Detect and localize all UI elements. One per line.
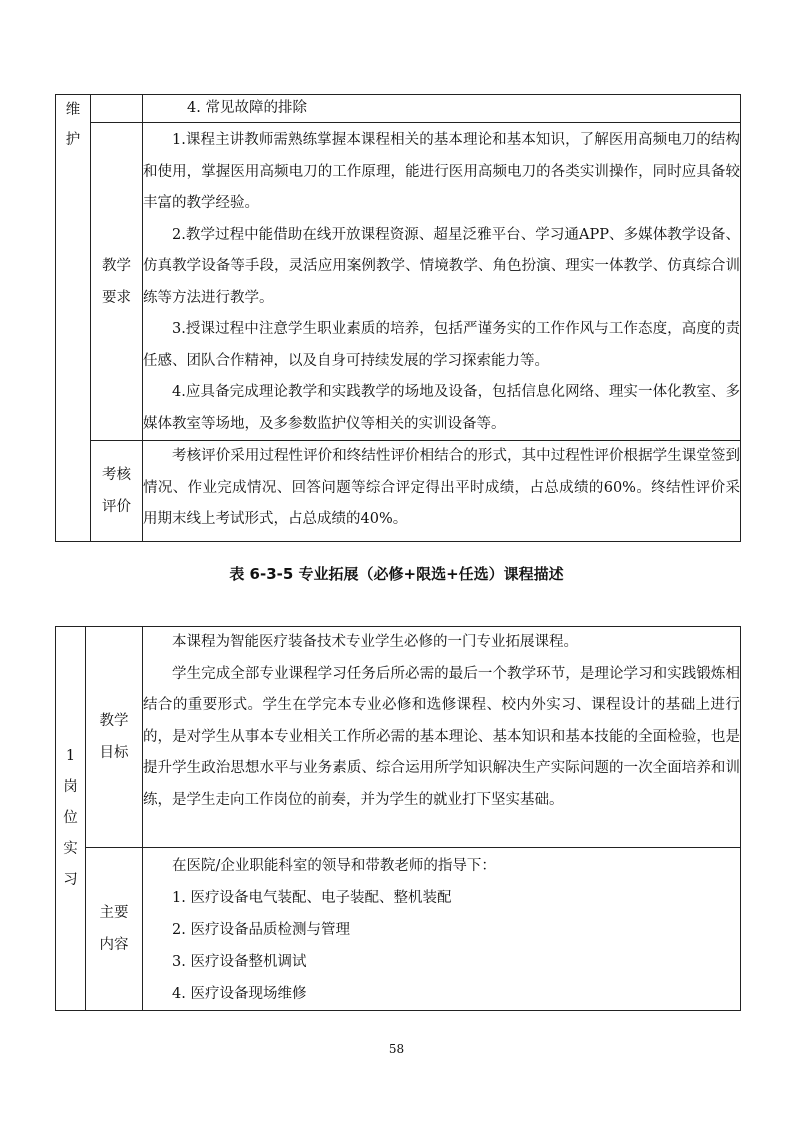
course-name-char: 1 [65,748,76,764]
empty-label-cell [91,95,143,123]
course-name-char: 实 [63,841,78,857]
main-content-item: 2. 医疗设备品质检测与管理 [172,922,350,938]
module-label-char: 维 护 [65,102,81,148]
assessment-paragraph: 考核评价采用过程性评价和终结性评价相结合的形式，其中过程性评价根据学生课堂签到情况、作业完成情况、回答问题等综合评定得出平时成绩，占总成绩的60%。终结性评价采用期末线上考试形式，占总成绩的40%。 [143,448,740,527]
label-line: 主要 [99,905,129,921]
requirement-paragraph: 4.应具备完成理论教学和实践教学的场地及设备，包括信息化网络、理实一体化教室、多媒体教室等场地，及多参数监护仪等相关的实训设备等。 [143,384,740,432]
teaching-goals-label [86,627,143,848]
label-line: 目标 [99,745,129,761]
label-line: 评价 [102,499,131,515]
label-line: 内容 [99,937,129,953]
label-line: 考核 [102,467,131,483]
module-label-cell [56,95,91,542]
label-line: 教学 [99,713,129,729]
main-content-item: 4. 医疗设备现场维修 [172,986,307,1002]
label-line: 要求 [102,289,131,306]
goal-paragraph: 本课程为智能医疗装备技术专业学生必修的一门专业拓展课程。 [172,634,578,650]
main-content-intro: 在医院/企业职能科室的领导和带教老师的指导下： [172,858,496,874]
fault-item: 4. 常见故障的排除 [187,100,307,116]
teaching-requirements-content [143,123,741,441]
requirement-paragraph: 3.授课过程中注意学生职业素质的培养，包括严谨务实的工作作风与工作态度，高度的责任感、团队合作精神，以及自身可持续发展的学习探索能力等。 [143,321,740,369]
assessment-content [143,441,741,542]
page-number: 58 [388,1042,405,1056]
goal-paragraph: 学生完成全部专业课程学习任务后所必需的最后一个教学环节，是理论学习和实践锻炼相结合的重要形式。学生在学完本专业必修和选修课程、校内外实习、课程设计的基础上进行的，是对学生从事本专业相关工作所必需的基本理论、基本知识和基本技能的全面检验，也是提升学生政治思想水平与业务素质、综合运用所学知识解决生产实际问题的一次全面培养和训练，是学生走向工作岗位的前奏，并为学生的就业打下坚实基础。 [143,665,740,808]
content-cell [143,95,741,123]
main-content-cell [143,848,741,1011]
main-content-item: 1. 医疗设备电气装配、电子装配、整机装配 [172,890,452,906]
assessment-label [91,441,143,542]
teaching-requirements-label [91,123,143,441]
course-name-char: 位 [63,810,78,826]
requirement-paragraph: 1.课程主讲教师需熟练掌握本课程相关的基本理论和基本知识，了解医用高频电刀的结构和使用，掌握医用高频电刀的工作原理，能进行医用高频电刀的各类实训操作，同时应具备较丰富的教学经验。 [143,132,740,211]
course-name-char: 习 [63,872,78,888]
course-name-cell [56,627,86,1011]
label-line: 教学 [102,257,131,274]
main-content-item: 3. 医疗设备整机调试 [172,954,307,970]
requirement-paragraph: 2.教学过程中能借助在线开放课程资源、超星泛雅平台、学习通APP、多媒体教学设备、仿真教学设备等手段，灵活应用案例教学、情境教学、角色扮演、理实一体教学、仿真综合训练等方法进行教学。 [143,226,740,306]
teaching-goals-content [143,627,741,848]
table-caption: 表 6-3-5 专业拓展（必修+限选+任选）课程描述 [229,565,564,583]
course-name-char: 岗 [63,779,78,795]
main-content-label [86,848,143,1011]
expansion-course-table [55,626,741,1011]
course-description-table-continued [55,94,741,542]
